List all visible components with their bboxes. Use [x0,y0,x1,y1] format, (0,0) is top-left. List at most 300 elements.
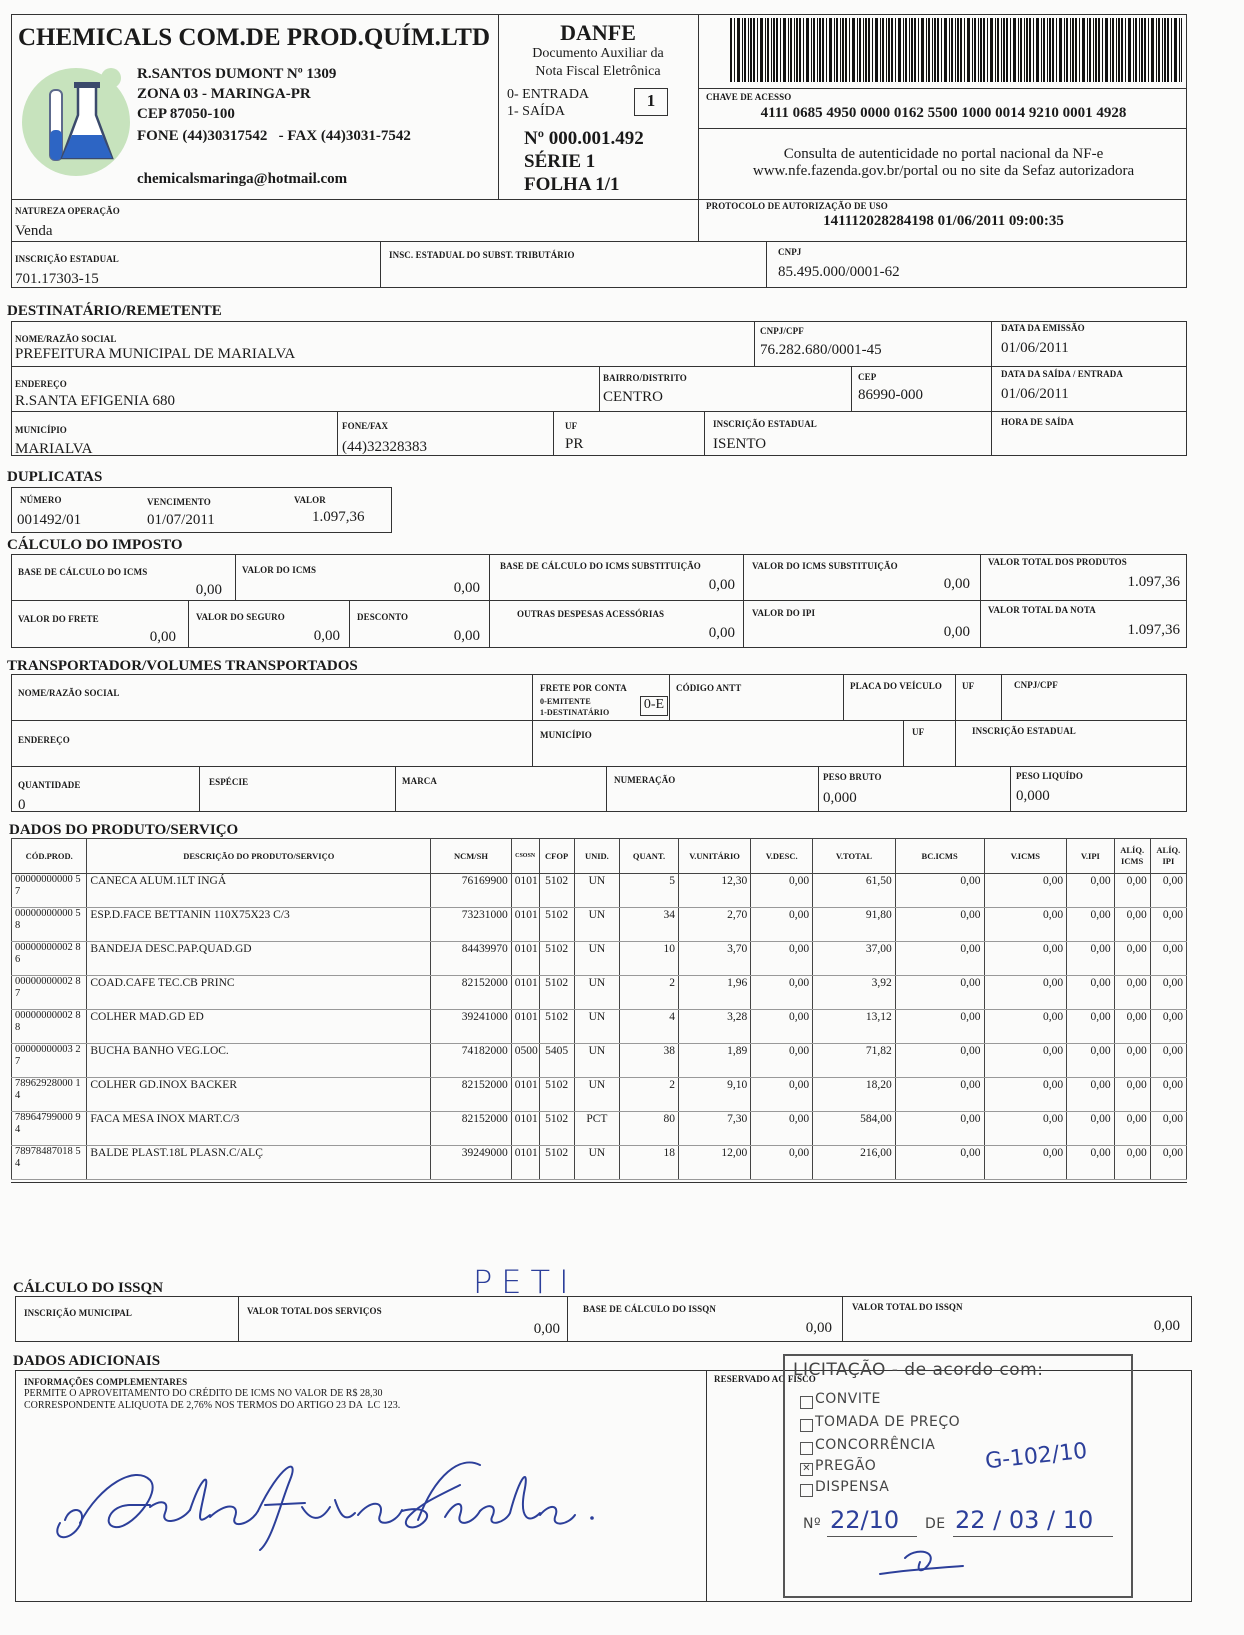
cell-icms-rate: 0,00 [1114,1112,1150,1146]
cell-cfop: 5102 [539,874,574,908]
duplicate-value-label: VALOR [294,495,326,505]
stamp-header: LICITAÇÃO - de acordo com: [793,1360,1044,1380]
cell-csosn: 0101 [511,1146,539,1180]
cell-ncm: 39241000 [431,1010,512,1044]
cell-description: BUCHA BANHO VEG.LOC. [87,1044,431,1078]
recipient-uf-label: UF [565,421,578,431]
cell-discount: 0,00 [751,1112,813,1146]
handwritten-process-number: G-102/10 [983,1438,1089,1475]
table-row [12,1112,1187,1146]
cell-bc-icms: 0,00 [895,1112,984,1146]
municipal-registration-label: INSCRIÇÃO MUNICIPAL [24,1308,132,1318]
cell-code: 00000000002 88 [12,1010,87,1044]
cell-qty: 80 [620,1112,679,1146]
exit-label: 1- SAÍDA [507,104,565,119]
carrier-city-label: MUNICÍPIO [540,730,592,740]
cell-unit-price: 1,96 [678,976,750,1010]
tax-section-title: CÁLCULO DO IMPOSTO [7,537,183,553]
recipient-section-title: DESTINATÁRIO/REMETENTE [7,303,222,319]
cell-csosn: 0101 [511,1112,539,1146]
cell-description: FACA MESA INOX MART.C/3 [87,1112,431,1146]
stamp-checkbox-3 [800,1442,813,1455]
danfe-number: Nº 000.001.492 [524,128,644,149]
cell-discount: 0,00 [751,1078,813,1112]
duplicate-number: 001492/01 [17,512,82,528]
cell-unit: UN [574,1078,619,1112]
emitter-cep: CEP 87050-100 [137,106,235,122]
cell-total: 91,80 [813,908,896,942]
cell-unit-price: 2,70 [678,908,750,942]
icms-st-label: VALOR DO ICMS SUBSTITUIÇÃO [752,561,898,571]
cell-unit: UN [574,1044,619,1078]
cell-cfop: 5102 [539,1112,574,1146]
recipient-cnpj: 76.282.680/0001-45 [760,342,882,358]
cell-icms-rate: 0,00 [1114,874,1150,908]
danfe-sheet: FOLHA 1/1 [524,174,620,195]
cell-description: COLHER GD.INOX BACKER [87,1078,431,1112]
cell-ipi: 0,00 [1067,1044,1114,1078]
barcode-icon [730,18,1182,82]
insurance-value: 0,00 [313,628,340,644]
cell-icms: 0,00 [984,908,1067,942]
issqn-section-title: CÁLCULO DO ISSQN [13,1280,164,1296]
duplicate-number-label: NÚMERO [20,495,62,505]
table-row [12,976,1187,1010]
cell-code: 00000000000 58 [12,908,87,942]
access-key: 4111 0685 4950 0000 0162 5500 1000 0014 9210 0001 4928 [760,105,1127,121]
recipient-uf: PR [565,436,584,452]
table-row [12,908,1187,942]
stamp-checkbox-4-checked: ✕ [800,1463,813,1476]
cell-unit: UN [574,1146,619,1180]
freight-option-recipient: 1-DESTINATÁRIO [540,708,610,717]
volume-qty-label: QUANTIDADE [18,780,81,790]
duplicate-due-label: VENCIMENTO [147,497,211,507]
products-section-title: DADOS DO PRODUTO/SERVIÇO [9,822,239,838]
cell-bc-icms: 0,00 [895,1078,984,1112]
total-note-label: VALOR TOTAL DA NOTA [988,605,1096,615]
handwritten-signature-icon [40,1445,600,1555]
col-header-total: V.TOTAL [813,839,896,874]
cell-ipi: 0,00 [1067,1010,1114,1044]
carrier-address-label: ENDEREÇO [18,735,70,745]
cell-discount: 0,00 [751,874,813,908]
freight-value-label: VALOR DO FRETE [18,614,99,624]
net-weight: 0,000 [1016,788,1050,804]
bidding-stamp [783,1354,1133,1598]
cell-code: 78978487018 54 [12,1146,87,1180]
consult-line-1: Consulta de autenticidade no portal nacional da NF-e [783,146,1104,162]
vehicle-plate-label: PLACA DO VEÍCULO [850,681,942,691]
recipient-cep: 86990-000 [858,387,923,403]
cell-icms-rate: 0,00 [1114,1146,1150,1180]
cell-bc-icms: 0,00 [895,942,984,976]
cell-discount: 0,00 [751,942,813,976]
cell-cfop: 5102 [539,1078,574,1112]
cell-total: 37,00 [813,942,896,976]
cell-discount: 0,00 [751,908,813,942]
cell-description: ESP.D.FACE BETTANIN 110X75X23 C/3 [87,908,431,942]
entry-label: 0- ENTRADA [507,87,590,102]
recipient-address: R.SANTA EFIGENIA 680 [15,393,176,409]
cell-ncm: 74182000 [431,1044,512,1078]
access-key-label: CHAVE DE ACESSO [706,92,792,102]
recipient-name-label: NOME/RAZÃO SOCIAL [15,334,117,344]
cell-unit-price: 9,10 [678,1078,750,1112]
cell-icms: 0,00 [984,976,1067,1010]
cnpj-label: CNPJ [778,247,802,257]
col-header-cfop: CFOP [539,839,574,874]
stamp-date-label: DE [925,1516,946,1532]
total-products-value: 1.097,36 [1127,574,1180,590]
cell-icms-rate: 0,00 [1114,1078,1150,1112]
col-header-discount: V.DESC. [751,839,813,874]
danfe-series: SÉRIE 1 [524,151,596,172]
cell-ipi-rate: 0,00 [1150,1010,1186,1044]
cell-bc-icms: 0,00 [895,908,984,942]
duplicate-due: 01/07/2011 [147,512,215,528]
cell-unit: UN [574,942,619,976]
cell-total: 61,50 [813,874,896,908]
cell-description: COAD.CAFE TEC.CB PRINC [87,976,431,1010]
emission-date: 01/06/2011 [1001,340,1069,356]
cell-unit-price: 12,30 [678,874,750,908]
cell-ncm: 82152000 [431,1078,512,1112]
cell-qty: 18 [620,1146,679,1180]
cell-ipi-rate: 0,00 [1150,1078,1186,1112]
cell-unit: UN [574,908,619,942]
cell-ncm: 84439970 [431,942,512,976]
cell-code: 00000000002 87 [12,976,87,1010]
consult-line-2: www.nfe.fazenda.gov.br/portal ou no site da Sefaz autorizadora [752,163,1135,179]
emission-date-label: DATA DA EMISSÃO [1001,323,1085,333]
cell-csosn: 0101 [511,1078,539,1112]
table-row [12,1010,1187,1044]
discount-value: 0,00 [453,628,480,644]
cell-description: BALDE PLAST.18L PLASN.C/ALÇ [87,1146,431,1180]
issqn-total-label: VALOR TOTAL DO ISSQN [852,1302,963,1312]
ipi-value: 0,00 [943,624,970,640]
cell-description: CANECA ALUM.1LT INGÁ [87,874,431,908]
col-header-qty: QUANT. [620,839,679,874]
cell-bc-icms: 0,00 [895,1010,984,1044]
cell-csosn: 0101 [511,1010,539,1044]
cell-ipi: 0,00 [1067,942,1114,976]
nature-value: Venda [15,223,53,239]
cell-icms: 0,00 [984,942,1067,976]
col-header-ncm: NCM/SH [431,839,512,874]
freight-payer-value: 0-E [643,697,665,712]
issqn-total: 0,00 [1153,1318,1180,1334]
cell-bc-icms: 0,00 [895,1146,984,1180]
icms-st-value: 0,00 [943,576,970,592]
base-icms-label: BASE DE CÁLCULO DO ICMS [18,567,148,577]
cell-ncm: 82152000 [431,976,512,1010]
table-row [12,1044,1187,1078]
species-label: ESPÉCIE [209,777,249,787]
discount-label: DESCONTO [357,612,409,622]
ie-row [11,241,1187,288]
cell-ipi: 0,00 [1067,1112,1114,1146]
stamp-option-concorrencia: CONCORRÊNCIA [815,1437,936,1453]
services-total-label: VALOR TOTAL DOS SERVIÇOS [247,1306,382,1316]
emitter-zone: ZONA 03 - MARINGA-PR [137,86,311,102]
cell-qty: 34 [620,908,679,942]
col-header-bc-icms: BC.ICMS [895,839,984,874]
emitter-phone: FONE (44)30317542 - FAX (44)3031-7542 [137,128,411,144]
issqn-frame [15,1296,1192,1342]
cell-cfop: 5405 [539,1044,574,1078]
cell-ipi-rate: 0,00 [1150,874,1186,908]
cell-ncm: 82152000 [431,1112,512,1146]
volume-qty: 0 [18,797,26,813]
exit-time-label: HORA DE SAÍDA [1001,417,1074,427]
cell-icms: 0,00 [984,1146,1067,1180]
cell-ipi-rate: 0,00 [1150,942,1186,976]
complementary-info-line-2: CORRESPONDENTE ALIQUOTA DE 2,76% NOS TERMOS DO ARTIGO 23 DA LC 123. [24,1400,401,1411]
col-header-description: DESCRIÇÃO DO PRODUTO/SERVIÇO [87,839,431,874]
stamp-checkbox-2 [800,1419,813,1432]
table-row [12,942,1187,976]
danfe-subtitle-1: Documento Auxiliar da [532,46,664,61]
cell-discount: 0,00 [751,1146,813,1180]
cell-code: 78962928000 14 [12,1078,87,1112]
col-header-csosn: CSOSN [511,839,539,874]
stamp-checkbox-1 [800,1396,813,1409]
carrier-ie-label: INSCRIÇÃO ESTADUAL [972,726,1076,736]
cell-ncm: 76169900 [431,874,512,908]
cell-qty: 2 [620,1078,679,1112]
complementary-info-label: INFORMAÇÕES COMPLEMENTARES [24,1377,188,1387]
cell-qty: 2 [620,976,679,1010]
complementary-info-line-1: PERMITE O APROVEITAMENTO DO CRÉDITO DE ICMS NO VALOR DE R$ 28,30 [24,1388,383,1399]
services-total: 0,00 [533,1321,560,1337]
danfe-title: DANFE [560,20,636,45]
cell-ipi: 0,00 [1067,874,1114,908]
issqn-base-label: BASE DE CÁLCULO DO ISSQN [583,1304,716,1314]
cell-icms: 0,00 [984,1010,1067,1044]
cell-ncm: 73231000 [431,908,512,942]
emitter-name: CHEMICALS COM.DE PROD.QUÍM.LTD [18,24,491,51]
cell-unit: PCT [574,1112,619,1146]
cell-icms-rate: 0,00 [1114,1044,1150,1078]
handwritten-stamp-number: 22/10 [830,1506,900,1534]
cell-ipi-rate: 0,00 [1150,908,1186,942]
table-row [12,874,1187,908]
duplicates-section-title: DUPLICATAS [7,469,103,485]
vehicle-uf-label: UF [962,681,975,691]
col-header-icms: V.ICMS [984,839,1067,874]
cell-csosn: 0101 [511,908,539,942]
cell-description: COLHER MAD.GD ED [87,1010,431,1044]
table-row [12,1146,1187,1180]
cell-total: 584,00 [813,1112,896,1146]
cell-qty: 4 [620,1010,679,1044]
cell-total: 18,20 [813,1078,896,1112]
ipi-label: VALOR DO IPI [752,608,816,618]
cell-code: 00000000002 86 [12,942,87,976]
recipient-ie: ISENTO [713,436,767,452]
recipient-city: MARIALVA [15,441,93,457]
cell-unit-price: 1,89 [678,1044,750,1078]
icms-label: VALOR DO ICMS [242,565,317,575]
stamp-option-convite: CONVITE [815,1391,881,1407]
cell-ipi-rate: 0,00 [1150,1112,1186,1146]
cell-unit: UN [574,874,619,908]
col-header-unit: UNID. [574,839,619,874]
cell-qty: 5 [620,874,679,908]
cell-description: BANDEJA DESC.PAP.QUAD.GD [87,942,431,976]
emitter-email: chemicalsmaringa@hotmail.com [137,171,348,187]
stamp-date-line [953,1536,1113,1537]
total-products-label: VALOR TOTAL DOS PRODUTOS [988,557,1127,567]
cell-ipi-rate: 0,00 [1150,976,1186,1010]
cell-icms-rate: 0,00 [1114,1010,1150,1044]
cell-unit: UN [574,976,619,1010]
cell-total: 216,00 [813,1146,896,1180]
protocol-label: PROTOCOLO DE AUTORIZAÇÃO DE USO [706,201,888,211]
cell-cfop: 5102 [539,976,574,1010]
district-label: BAIRRO/DISTRITO [603,373,687,383]
cell-csosn: 0500 [511,1044,539,1078]
ie-value: 701.17303-15 [15,271,99,287]
flask-logo-icon [16,60,134,178]
cell-bc-icms: 0,00 [895,1044,984,1078]
brand-label: MARCA [402,776,437,786]
cell-icms-rate: 0,00 [1114,942,1150,976]
cell-bc-icms: 0,00 [895,976,984,1010]
freight-option-emitter: 0-EMITENTE [540,697,591,706]
additional-section-title: DADOS ADICIONAIS [13,1353,161,1369]
cell-code: 00000000000 57 [12,874,87,908]
base-st-value: 0,00 [708,577,735,593]
recipient-address-label: ENDEREÇO [15,379,67,389]
cell-discount: 0,00 [751,976,813,1010]
recipient-phone-label: FONE/FAX [342,421,389,431]
cell-icms-rate: 0,00 [1114,976,1150,1010]
operation-type-value: 1 [646,91,656,110]
cell-total: 13,12 [813,1010,896,1044]
nature-label: NATUREZA OPERAÇÃO [15,206,120,216]
cell-csosn: 0101 [511,874,539,908]
cnpj-value: 85.495.000/0001-62 [778,264,900,280]
col-header-icms-rate: ALÍQ. ICMS [1114,839,1150,874]
recipient-cnpj-label: CNPJ/CPF [760,326,804,336]
danfe-subtitle-2: Nota Fiscal Eletrônica [535,64,661,79]
cell-ipi: 0,00 [1067,1078,1114,1112]
cell-icms: 0,00 [984,874,1067,908]
stamp-checkbox-5 [800,1484,813,1497]
cell-ipi-rate: 0,00 [1150,1044,1186,1078]
cell-discount: 0,00 [751,1010,813,1044]
cell-unit: UN [574,1010,619,1044]
protocol-value: 141112028284198 01/06/2011 09:00:35 [823,213,1064,229]
handwritten-peti: PETI [473,1263,578,1301]
recipient-name: PREFEITURA MUNICIPAL DE MARIALVA [15,346,296,362]
ie-label: INSCRIÇÃO ESTADUAL [15,254,119,264]
total-note-value: 1.097,36 [1127,622,1180,638]
cell-ipi: 0,00 [1067,1146,1114,1180]
cell-total: 3,92 [813,976,896,1010]
cell-code: 78964799000 94 [12,1112,87,1146]
cell-icms-rate: 0,00 [1114,908,1150,942]
freight-value: 0,00 [149,629,176,645]
carrier-cnpj-label: CNPJ/CPF [1014,680,1058,690]
stamp-initials-icon [875,1544,965,1588]
recipient-city-label: MUNICÍPIO [15,425,67,435]
products-table [11,838,1187,1180]
stamp-option-pregao: PREGÃO [815,1458,877,1474]
base-st-label: BASE DE CÁLCULO DO ICMS SUBSTITUIÇÃO [500,561,701,571]
transport-section-title: TRANSPORTADOR/VOLUMES TRANSPORTADOS [7,658,358,674]
cell-cfop: 5102 [539,908,574,942]
cell-csosn: 0101 [511,942,539,976]
recipient-cep-label: CEP [858,372,877,382]
col-header-unit-price: V.UNITÁRIO [678,839,750,874]
insurance-label: VALOR DO SEGURO [196,612,285,622]
cell-unit-price: 12,00 [678,1146,750,1180]
products-header-row [12,839,1187,874]
cell-csosn: 0101 [511,976,539,1010]
district-value: CENTRO [603,389,663,405]
cell-unit-price: 3,28 [678,1010,750,1044]
duplicate-value: 1.097,36 [312,509,365,525]
cell-qty: 38 [620,1044,679,1078]
cell-cfop: 5102 [539,1010,574,1044]
issqn-base: 0,00 [805,1320,832,1336]
gross-weight: 0,000 [823,790,857,806]
other-expenses-label: OUTRAS DESPESAS ACESSÓRIAS [517,609,665,619]
col-header-ipi: V.IPI [1067,839,1114,874]
table-row [12,1078,1187,1112]
cell-discount: 0,00 [751,1044,813,1078]
base-icms-value: 0,00 [195,582,222,598]
cell-ipi: 0,00 [1067,908,1114,942]
antt-code-label: CÓDIGO ANTT [676,683,742,693]
products-table-bottom [11,1182,1187,1183]
carrier-name-label: NOME/RAZÃO SOCIAL [18,688,120,698]
reserved-fisco-label: RESERVADO AO FISCO [714,1374,816,1384]
cell-bc-icms: 0,00 [895,874,984,908]
stamp-number-label: Nº [803,1516,822,1532]
cell-unit-price: 3,70 [678,942,750,976]
cell-qty: 10 [620,942,679,976]
freight-payer-label: FRETE POR CONTA [540,683,627,693]
cell-cfop: 5102 [539,1146,574,1180]
cell-ipi-rate: 0,00 [1150,1146,1186,1180]
carrier-uf-label: UF [912,727,925,737]
exit-date-label: DATA DA SAÍDA / ENTRADA [1001,369,1123,379]
cell-ipi: 0,00 [1067,976,1114,1010]
col-header-ipi-rate: ALÍQ. IPI [1150,839,1186,874]
gross-weight-label: PESO BRUTO [823,772,882,782]
stamp-option-dispensa: DISPENSA [815,1479,890,1495]
exit-date: 01/06/2011 [1001,386,1069,402]
handwritten-stamp-date: 22 / 03 / 10 [955,1506,1094,1534]
net-weight-label: PESO LIQUÍDO [1016,771,1083,781]
cell-icms: 0,00 [984,1044,1067,1078]
col-header-code: CÓD.PROD. [12,839,87,874]
icms-value: 0,00 [453,580,480,596]
cell-cfop: 5102 [539,942,574,976]
cell-icms: 0,00 [984,1078,1067,1112]
emitter-address: R.SANTOS DUMONT Nº 1309 [137,66,337,82]
cell-ncm: 39249000 [431,1146,512,1180]
ie-st-label: INSC. ESTADUAL DO SUBST. TRIBUTÁRIO [389,250,575,260]
products-body [12,874,1187,1180]
cell-icms: 0,00 [984,1112,1067,1146]
stamp-option-tomada: TOMADA DE PREÇO [815,1414,961,1430]
